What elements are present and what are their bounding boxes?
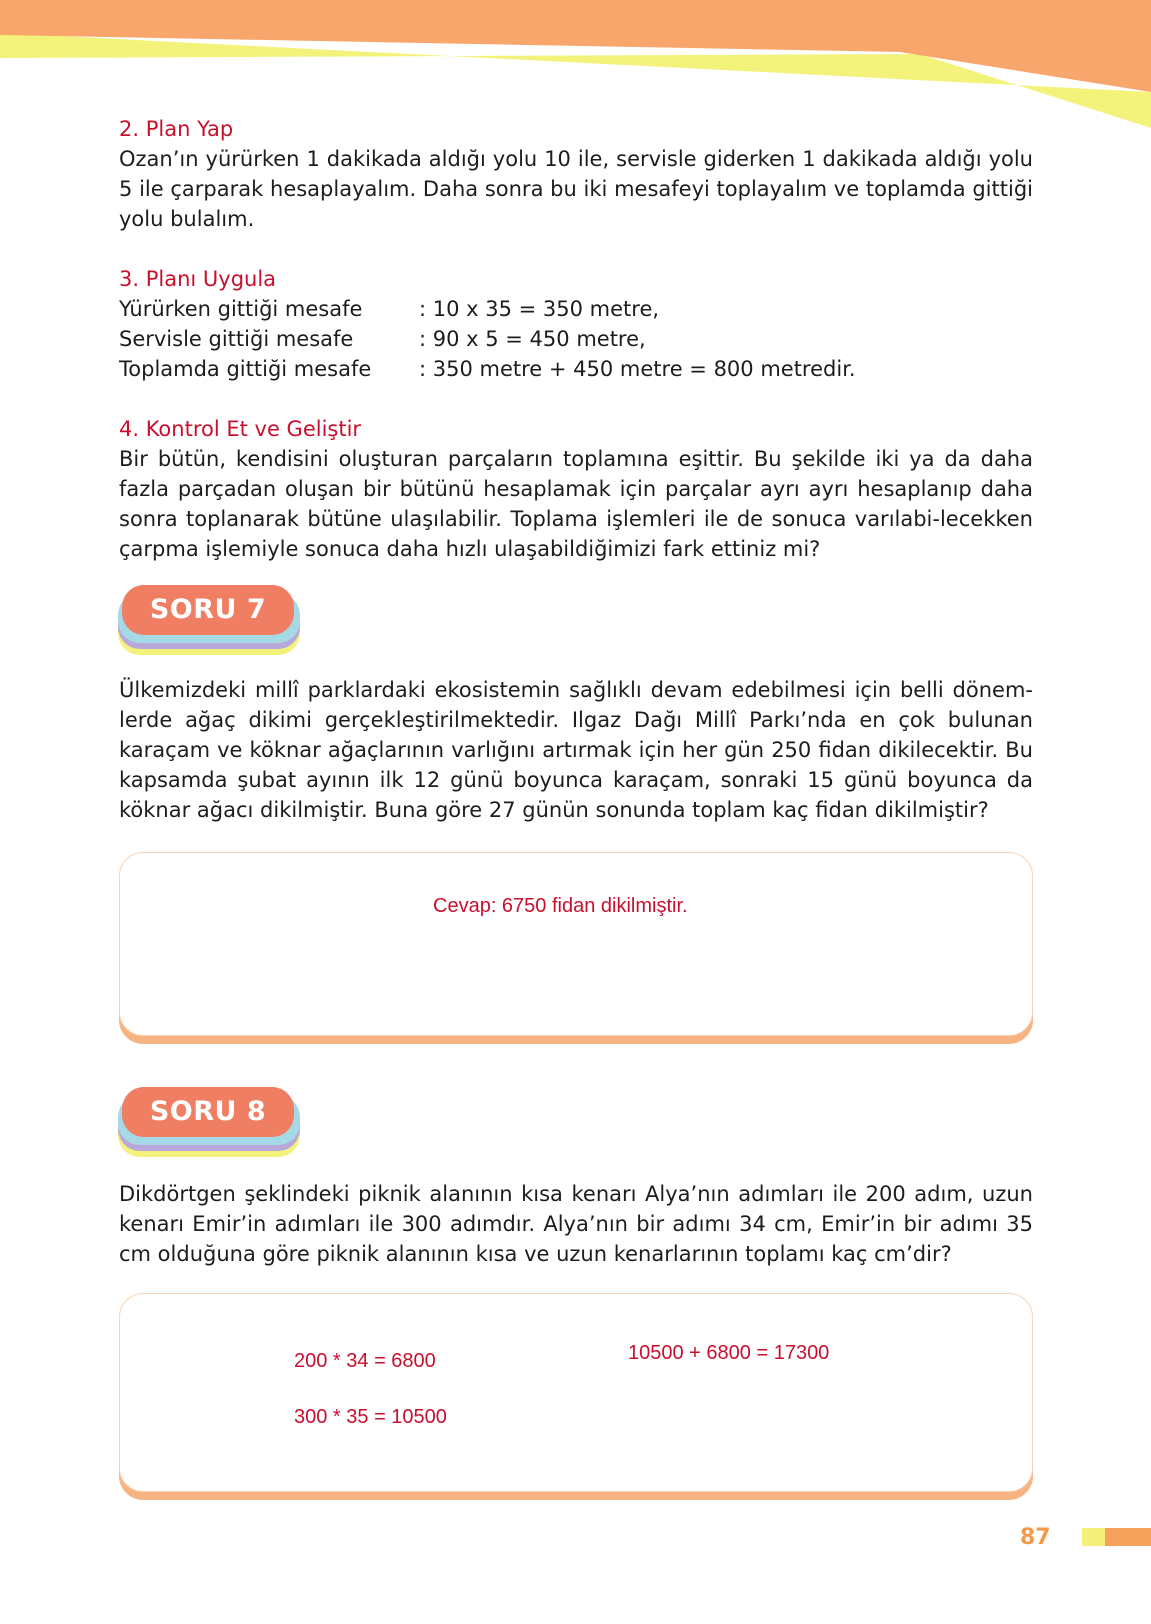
row-label: Yürürken gittiği mesafe [119,297,363,321]
question8-badge [118,1087,300,1157]
table-row [119,324,856,354]
step4-heading: 4. Kontrol Et ve Geliştir [119,417,362,441]
table-row [119,294,856,324]
row-value: : 10 x 35 = 350 metre, [419,297,660,321]
question7-badge-label: SORU 7 [122,585,294,635]
question8-answer-line2: 300 * 35 = 10500 [294,1406,447,1428]
page-number: 87 [1020,1525,1051,1550]
question7-answer: Cevap: 6750 fidan dikilmiştir. [433,895,688,917]
table-row [119,354,856,384]
question8-answer-box[interactable] [119,1293,1033,1492]
page-strip-yellow [1082,1528,1105,1546]
question7-section [119,675,1033,825]
question7-badge [118,585,300,655]
page-strip-orange [1105,1528,1151,1546]
step2-text: Ozan’ın yürürken 1 dakikada aldığı yolu 10 ile, servisle giderken 1 dakikada aldığı yolu 5 ile çarparak hesaplayalım. Daha sonra bu iki mesafeyi toplayalım ve toplamda gittiği yolu bulalım. [119,147,1033,231]
question8-answer-line3: 10500 + 6800 = 17300 [628,1342,830,1364]
step2-heading: 2. Plan Yap [119,117,234,141]
question7-text: Ülkemizdeki millî parklardaki ekosistemin sağlıklı devam edebilmesi için belli dönem-lerde ağaç dikimi gerçekleştirilmektedir. Ilgaz Dağı Millî Parkı’nda en çok bulunan karaçam ve köknar ağaçlarının varlığını artırmak için her gün 250 fidan dikilecektir. Bu kapsamda şubat ayının ilk 12 günü boyunca karaçam, sonraki 15 günü boyunca da köknar ağacı dikilmiştir. Buna göre 27 günün sonunda toplam kaç fidan dikilmiştir? [119,678,1033,822]
row-value: : 90 x 5 = 450 metre, [419,327,646,351]
step3-calculation-table [119,294,856,384]
step3-heading: 3. Planı Uygula [119,267,277,291]
row-label: Servisle gittiği mesafe [119,327,354,351]
question8-answer-line1: 200 * 34 = 6800 [294,1350,436,1372]
row-value: : 350 metre + 450 metre = 800 metredir. [419,357,856,381]
step2-section [119,114,1033,234]
question8-section [119,1179,1033,1269]
question7-answer-box[interactable] [119,852,1033,1036]
step4-text: Bir bütün, kendisini oluşturan parçaların toplamına eşittir. Bu şekilde iki ya da daha fazla parçadan oluşan bir bütünü hesaplamak için parçalar ayrı ayrı hesaplanıp daha sonra toplanarak bütüne ulaşılabilir. Toplama işlemleri ile de sonuca varılabi-lecekken çarpma işlemiyle sonuca daha hızlı ulaşabildiğimizi fark ettiniz mi? [119,447,1033,561]
question8-text: Dikdörtgen şeklindeki piknik alanının kısa kenarı Alya’nın adımları ile 200 adım, uzun kenarı Emir’in adımları ile 300 adımdır. Alya’nın bir adımı 34 cm, Emir’in bir adımı 35 cm olduğuna göre piknik alanının kısa ve uzun kenarlarının toplamı kaç cm’dir? [119,1182,1033,1266]
question8-badge-label: SORU 8 [122,1087,294,1137]
row-label: Toplamda gittiği mesafe [119,357,372,381]
step4-section [119,414,1033,564]
step3-section [119,264,1033,384]
